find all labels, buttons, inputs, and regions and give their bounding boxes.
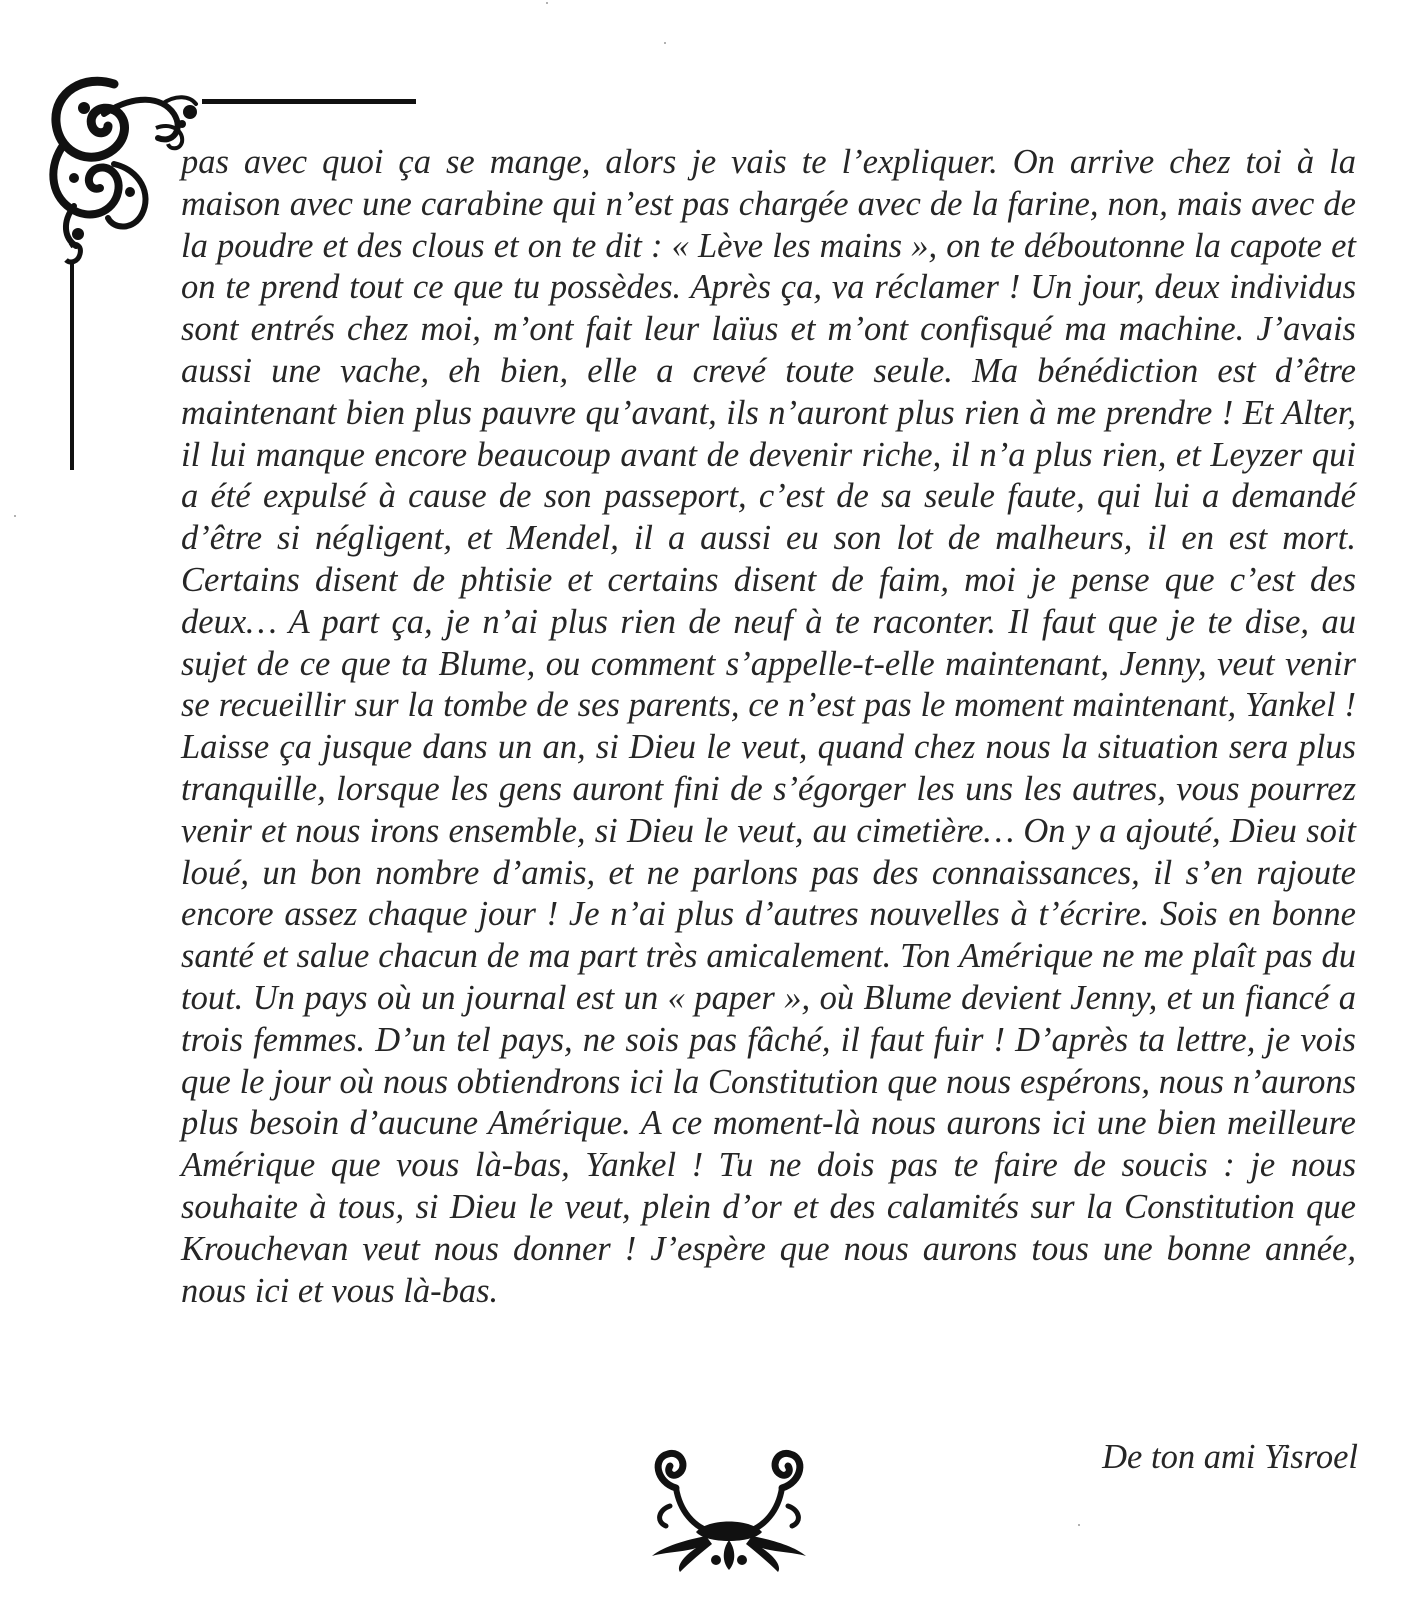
scan-speck [546,2,548,4]
letter-signature: De ton ami Yisroel [1102,1438,1358,1476]
scan-speck [1078,1524,1080,1526]
fleuron-ornament [646,1448,812,1576]
scan-speck [14,515,16,517]
scan-speck [664,42,666,44]
letter-body-text: pas avec quoi ça se mange, alors je vais te l’expliquer. On arrive chez toi à la maison avec une carabine qui n’est pas chargée avec de la farine, non, mais avec de la poudre et des clous et on te dit : « Lève les mains », on te déboutonne la capote et on te prend tout ce que tu possèdes. Après ça, va réclamer ! Un jour, deux individus sont entrés chez moi, m’ont fait leur laïus et m’ont confisqué ma machine. J’avais aussi une vache, eh bien, elle a crevé toute seule. Ma bénédiction est d’être maintenant bien plus pauvre qu’avant, ils n’auront plus rien à me prendre ! Et Alter, il lui manque encore beaucoup avant de devenir riche, il n’a plus rien, et Leyzer qui a été expulsé à cause de son passeport, c’est de sa seule faute, qui lui a demandé d’être si négligent, et Mendel, il a aussi eu son lot de malheurs, il en est mort. Certains disent de phtisie et certains disent de faim, moi je pense que c’est des deux… A part ça, je n’ai plus rien de neuf à te raconter. Il faut que je te dise, au sujet de ce que ta Blume, ou comment s’appelle-t-elle maintenant, Jenny, veut venir se recueillir sur la tombe de ses parents, ce n’est pas le moment maintenant, Yankel ! Laisse ça jusque dans un an, si Dieu le veut, quand chez nous la situation sera plus tranquille, lorsque les gens auront fini de s’égorger les uns les autres, vous pourrez venir et nous irons ensemble, si Dieu le veut, au cimetière… On y a ajouté, Dieu soit loué, un bon nombre d’amis, et ne parlons pas des connaissances, il s’en rajoute encore assez chaque jour ! Je n’ai plus d’autres nouvelles à t’écrire. Sois en bonne santé et salue chacun de ma part très amicalement. Ton Amérique ne me plaît pas du tout. Un pays où un journal est un « paper », où Blume devient Jenny, et un fiancé a trois femmes. D’un tel pays, ne sois pas fâché, il faut fuir ! D’après ta lettre, je vois que le jour où nous obtiendrons ici la Constitution que nous espérons, nous n’aurons plus besoin d’aucune Amérique. A ce moment-là nous aurons ici une bien meilleure Amérique que vous là-bas, Yankel ! Tu ne dois pas te faire de soucis : je nous souhaite à tous, si Dieu le veut, plein d’or et des calamités sur la Constitution que Krouchevan veut nous donner ! J’espère que nous aurons tous une bonne année, nous ici et vous là-bas. [181,143,1356,1310]
